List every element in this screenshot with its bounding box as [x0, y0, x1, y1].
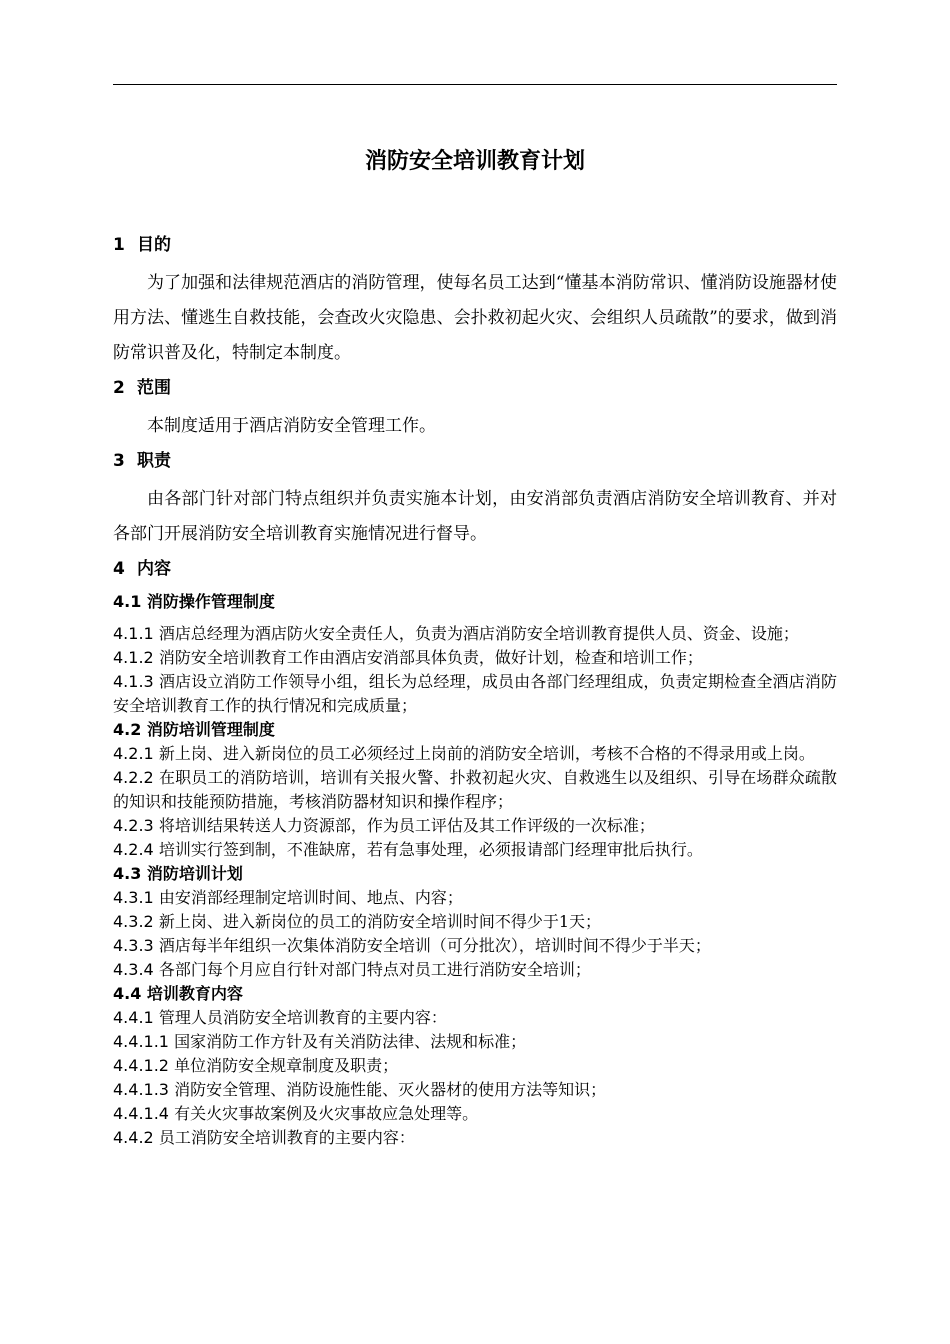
clause-item: 4.1.1 酒店总经理为酒店防火安全责任人，负责为酒店消防安全培训教育提供人员、资金、设施； [113, 624, 799, 643]
clause-item: 4.4.1 管理人员消防安全培训教育的主要内容： [113, 1008, 447, 1027]
clause-item: 4.4.1.1 国家消防工作方针及有关消防法律、法规和标准； [113, 1032, 527, 1051]
section-heading [113, 232, 837, 258]
section-paragraph: 为了加强和法律规范酒店的消防管理，使每名员工达到“懂基本消防常识、懂消防设施器材使用方法、懂逃生自救技能，会查改火灾隐患、会扑救初起火灾、会组织人员疏散”的要求，做到消防常识普及化，特制定本制度。 [113, 273, 837, 363]
section-heading [113, 556, 837, 582]
section-paragraph: 由各部门针对部门特点组织并负责实施本计划，由安消部负责酒店消防安全培训教育、并对各部门开展消防安全培训教育实施情况进行督导。 [113, 489, 837, 544]
header-rule [113, 84, 837, 85]
clause-item: 4.4.1.3 消防安全管理、消防设施性能、灭火器材的使用方法等知识； [113, 1080, 607, 1099]
clause-item: 4.2.4 培训实行签到制，不准缺席，若有急事处理，必须报请部门经理审批后执行。 [113, 840, 703, 859]
clause-item: 4.3.1 由安消部经理制定培训时间、地点、内容； [113, 888, 463, 907]
clause-item: 4.3.3 酒店每半年组织一次集体消防安全培训（可分批次），培训时间不得少于半天； [113, 936, 711, 955]
section-title: 内容 [137, 559, 171, 579]
clause-item: 4.2.2 在职员工的消防培训，培训有关报火警、扑救初起火灾、自救逃生以及组织、引导在场群众疏散的知识和技能预防措施，考核消防器材知识和操作程序； [113, 768, 837, 811]
subsection-heading: 4.3 消防培训计划 [113, 864, 243, 883]
subsection-heading: 4.2 消防培训管理制度 [113, 720, 275, 739]
clause-item: 4.4.1.2 单位消防安全规章制度及职责； [113, 1056, 399, 1075]
section-paragraph: 本制度适用于酒店消防安全管理工作。 [147, 416, 436, 436]
clause-item: 4.2.1 新上岗、进入新岗位的员工必须经过上岗前的消防安全培训，考核不合格的不得录用或上岗。 [113, 744, 815, 763]
section-heading [113, 375, 837, 401]
clause-item: 4.3.4 各部门每个月应自行针对部门特点对员工进行消防安全培训； [113, 960, 591, 979]
clause-item: 4.3.2 新上岗、进入新岗位的员工的消防安全培训时间不得少于1天； [113, 912, 601, 931]
clause-item: 4.1.2 消防安全培训教育工作由酒店安消部具体负责，做好计划，检查和培训工作； [113, 648, 703, 667]
clause-item: 4.4.1.4 有关火灾事故案例及火灾事故应急处理等。 [113, 1104, 479, 1123]
section-title: 职责 [137, 451, 171, 471]
section-number: 2 [113, 378, 125, 398]
clause-item: 4.1.3 酒店设立消防工作领导小组，组长为总经理，成员由各部门经理组成，负责定期检查全酒店消防安全培训教育工作的执行情况和完成质量； [113, 672, 837, 715]
document-title: 消防安全培训教育计划 [364, 149, 585, 174]
section-title: 目的 [137, 235, 171, 255]
section-number: 1 [113, 235, 125, 255]
section-heading [113, 448, 837, 474]
section-number: 4 [113, 559, 125, 579]
section-number: 3 [113, 451, 125, 471]
subsection-heading: 4.1 消防操作管理制度 [113, 592, 275, 611]
document-body [113, 232, 837, 1150]
clause-item: 4.2.3 将培训结果转送人力资源部，作为员工评估及其工作评级的一次标准； [113, 816, 655, 835]
clause-item: 4.4.2 员工消防安全培训教育的主要内容： [113, 1128, 415, 1147]
section-title: 范围 [137, 378, 171, 398]
subsection-heading: 4.4 培训教育内容 [113, 984, 243, 1003]
